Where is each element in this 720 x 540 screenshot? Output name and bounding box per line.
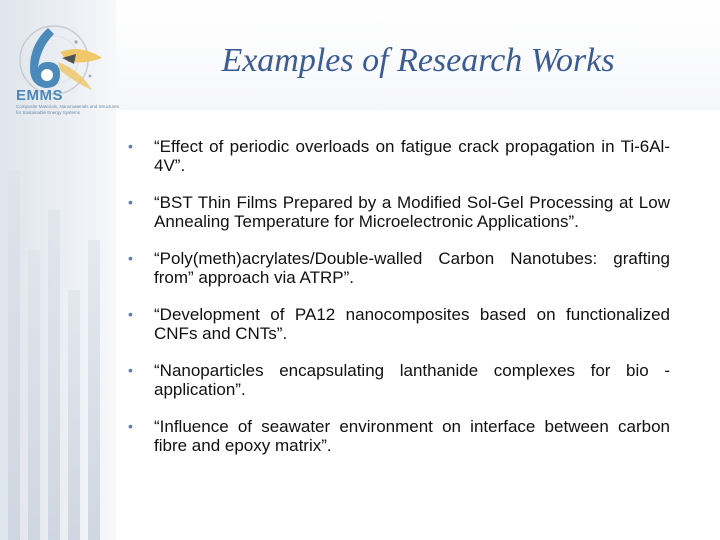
bullet-icon: • <box>128 194 133 210</box>
list-item <box>124 249 670 287</box>
bullet-icon: • <box>128 306 133 322</box>
logo-subtitle: Composite Materials, Nanomaterials and Structures <box>16 104 120 109</box>
list-item-text: “Influence of seawater environment on interface between carbon fibre and epoxy matrix”. <box>154 417 670 455</box>
list-item <box>124 193 670 231</box>
list-item <box>124 417 670 455</box>
bullet-icon: • <box>128 418 133 434</box>
bullet-icon: • <box>128 138 133 154</box>
list-item <box>124 137 670 175</box>
bullet-icon: • <box>128 362 133 378</box>
list-item-text: “Nanoparticles encapsulating lanthanide complexes for bio -application”. <box>154 361 670 399</box>
list-item <box>124 361 670 399</box>
list-item <box>124 305 670 343</box>
slide-title: Examples of Research Works <box>221 42 615 79</box>
logo-subtitle-2: for Sustainable Energy Systems <box>16 110 81 115</box>
logo-wordmark: EMMS <box>16 87 63 104</box>
bullet-icon: • <box>128 250 133 266</box>
list-item-text: “Effect of periodic overloads on fatigue crack propagation in Ti-6Al-4V”. <box>154 137 670 175</box>
list-item-text: “BST Thin Films Prepared by a Modified Sol-Gel Processing at Low Annealing Temperature for Microelectronic Applications”. <box>154 193 670 231</box>
research-list <box>124 137 670 473</box>
list-item-text: “Development of PA12 nanocomposites based on functionalized CNFs and CNTs”. <box>154 305 670 343</box>
list-item-text: “Poly(meth)acrylates/Double-walled Carbon Nanotubes: grafting from” approach via ATRP”. <box>154 249 670 287</box>
